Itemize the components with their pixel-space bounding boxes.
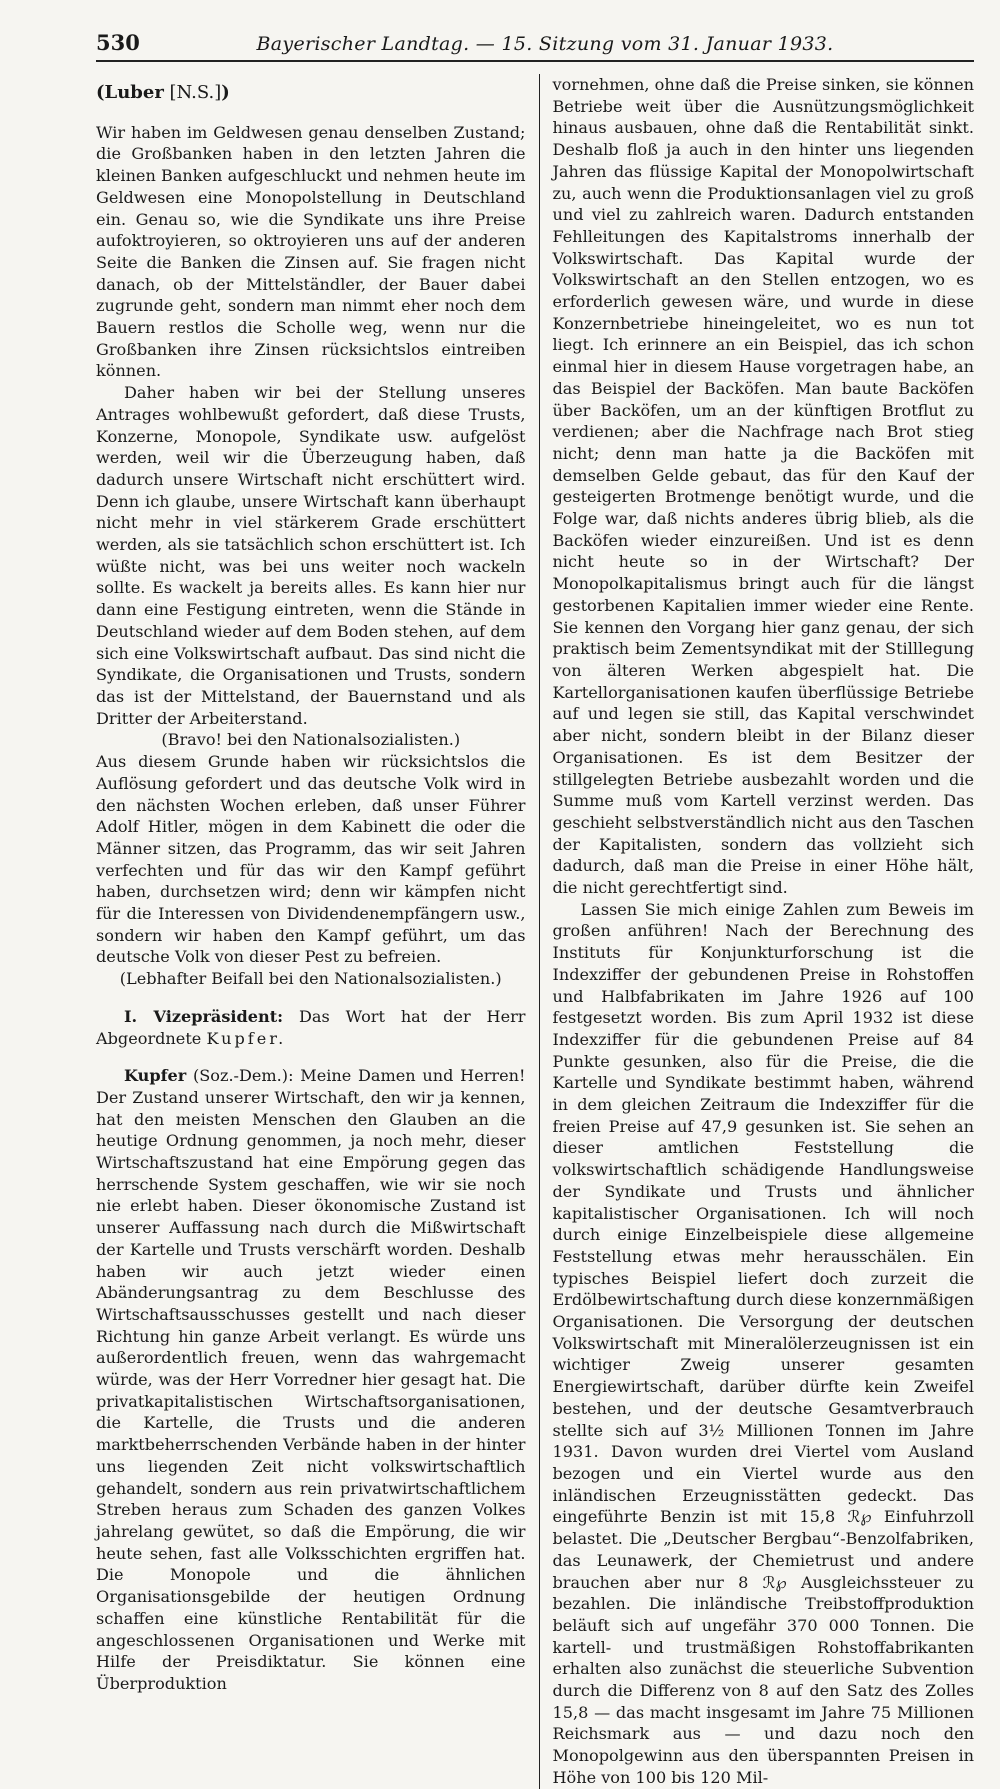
member-name: Kupfer. [206,1028,287,1048]
speaker-name: Luber [104,82,164,103]
page-number: 530 [96,30,140,55]
speaker-heading: (Luber [N.S.]) [96,82,230,103]
speaker-party: [N.S.] [163,82,222,103]
paragraph: Daher haben wir bei der Stellung unseres Antrages wohlbewußt gefordert, daß diese Trusts, Konzerne, Monopole, Syndikate usw. aufgelöst werden, weil wir die Überzeugung haben, daß dadurch unsere Wirtschaft nicht erschüttert wird. Denn ich glaube, unsere Wirtschaft kann überhaupt nicht mehr in viel stärkerem Grade erschüttert werden, als sie tatsächlich schon erschüttert ist. Ich wüßte nicht, was bei uns weiter noch wackeln sollte. Es wackelt ja bereits alles. Es kann hier nur dann eine Festigung eintreten, wenn die Stände in Deutschland wieder auf dem Boden stehen, auf dem sich eine Volkswirtschaft aufbaut. Das sind nicht die Syndikate, die Organisationen und Trusts, sondern das ist der Mittelstand, der Bauernstand und als Dritter der Arbeiterstand. [96,383,526,728]
right-column [539,74,974,1789]
vice-president-statement [96,1006,525,1049]
speaker-name: Kupfer [124,1066,187,1086]
vice-president-label: I. Vizepräsident: [124,1006,284,1026]
paragraph: Aus diesem Grunde haben wir rücksichtslos die Auflösung gefordert und das deutsche Volk wird in den nächsten Wochen erleben, daß unser Führer Adolf Hitler, mögen in dem Kabinett die oder die Männer sitzen, das Programm, das wir seit Jahren verfechten und für das wir den Kampf geführt haben, durchsetzen wird; denn wir kämpfen nicht für die Interessen von Dividendenempfängern usw., sondern wir haben den Kampf geführt, um das deutsche Volk von dieser Pest zu befreien. [96,752,526,967]
paragraph: vornehmen, ohne daß die Preise sinken, sie können Betriebe weit über die Ausnützungsmöglichkeit hinaus ausbauen, ohne daß die Rentabilität sinkt. Deshalb floß ja auch in den hinter uns liegenden Jahren das flüssige Kapital der Monopolwirtschaft zu, auch wenn die Produktionsanlagen viel zu groß und viel zu zahlreich waren. Dadurch entstanden Fehlleitungen des Kapitalstroms innerhalb der Volkswirtschaft. Das Kapital wurde der Volkswirtschaft an den Stellen entzogen, wo es erforderlich gewesen wäre, und wurde in diese Konzernbetriebe hineingeleitet, wo es nun tot liegt. Ich erinnere an ein Beispiel, das ich schon einmal hier in diesem Hause vorgetragen habe, an das Beispiel der Backöfen. Man baute Backöfen über Backöfen, um an der künftigen Brotflut zu verdienen; aber die Nachfrage nach Brot stieg nicht; denn man hatte ja die Backöfen mit demselben Gelde gebaut, das für den Kauf der gesteigerten Brotmenge benötigt wurde, und die Folge war, daß nichts anderes übrig blieb, als die Backöfen wieder einzureißen. Und ist es denn nicht heute so in der Wirtschaft? Der Monopolkapitalismus bringt auch für die längst gestorbenen Kapitalien immer wieder eine Rente. Sie kennen den Vorgang hier ganz genau, der sich praktisch beim Zementsyndikat mit der Stilllegung von älteren Werken abgespielt hat. Die Kartellorganisationen kaufen überflüssige Betriebe auf und legen sie still, das Kapital verschwindet aber nicht, sondern bleibt in der Bilanz dieser Organisationen. Es ist dem Besitzer der stillgelegten Betriebe ausbezahlt worden und die Summe muß vom Kartell verzinst werden. Das geschieht selbstverständlich nicht aus den Taschen der Kapitalisten, sondern das vollzieht sich dadurch, daß man die Preise in einer Höhe hält, die nicht gerechtfertigt sind. [552,75,974,898]
running-header [96,30,974,62]
paragraph [96,1065,525,1694]
running-title: Bayerischer Landtag. — 15. Sitzung vom 31. Januar 1933. [256,33,834,55]
text-columns [96,74,974,1789]
left-column [96,74,525,1789]
paragraph: Wir haben im Geldwesen genau denselben Zustand; die Großbanken haben in den letzten Jahren die kleinen Banken aufgeschluckt und nehmen heute im Geldwesen eine Monopolstellung in Deutschland ein. Genau so, wie die Syndikate uns ihre Preise aufoktroyieren, so oktroyieren uns auf der anderen Seite die Banken die Zinsen auf. Sie fragen nicht danach, ob der Mittelständler, der Bauer dabei zugrunde geht, sondern man nimmt eher noch dem Bauern restlos die Scholle weg, wenn nur die Großbanken ihre Zinsen rücksichtslos eintreiben können. [96,122,526,381]
interjection: (Bravo! bei den Nationalsozialisten.) [161,730,461,750]
interjection: (Lebhafter Beifall bei den Nationalsozialisten.) [119,969,502,989]
paragraph: Lassen Sie mich einige Zahlen zum Beweis im großen anführen! Nach der Berechnung des Instituts für Konjunkturforschung ist die Indexziffer der gebundenen Preise in Rohstoffen und Halbfabrikaten im Jahre 1926 auf 100 festgesetzt worden. Bis zum April 1932 ist diese Indexziffer für die gebundenen Preise auf 84 Punkte gesunken, also für die Preise, die die Kartelle und Syndikate bestimmt haben, während in dem gleichen Zeitraum die Indexziffer für die freien Preise auf 47,9 gesunken ist. Sie sehen an dieser amtlichen Feststellung die volkswirtschaftlich schädigende Handlungsweise der Syndikate und Trusts und ähnlicher kapitalistischer Organisationen. Ich will noch durch einige Einzelbeispiele diese allgemeine Feststellung etwas mehr herausschälen. Ein typisches Beispiel liefert doch zurzeit die Erdölbewirtschaftung durch diese konzernmäßigen Organisationen. Die Versorgung der deutschen Volkswirtschaft mit Mineralölerzeugnissen ist ein wichtiger Zweig unserer gesamten Energiewirtschaft, darüber dürfte kein Zweifel bestehen, und der deutsche Gesamtverbrauch stellte sich auf 3½ Millionen Tonnen im Jahre 1931. Davon wurden drei Viertel vom Ausland bezogen und ein Viertel wurde aus den inländischen Erzeugnisstätten gedeckt. Das eingeführte Benzin ist mit 15,8 ℛ℘ Einfuhrzoll belastet. Die „Deutscher Bergbau“-Benzolfabriken, das Leunawerk, der Chemietrust und andere brauchen aber nur 8 ℛ℘ Ausgleichssteuer zu bezahlen. Die inländische Treibstoffproduktion beläuft sich auf ungefähr 370 000 Tonnen. Die kartell- und trustmäßigen Rohstoffabrikanten erhalten also zunächst die steuerliche Subvention durch die Differenz von 8 auf den Satz des Zolles 15,8 — das macht insgesamt im Jahre 75 Millionen Reichsmark aus — und dazu noch den Monopolgewinn aus den überspannten Preisen in Höhe von 100 bis 120 Mil- [552,899,974,1787]
vice-president-text: Das Wort hat der Herr Abgeordnete [96,1006,526,1048]
speech-text: (Soz.-Dem.): Meine Damen und Herren! Der Zustand unserer Wirtschaft, den wir ja kennen, hat den meisten Menschen den Glauben an die heutige Ordnung genommen, ja noch mehr, dieser Wirtschaftszustand hat eine Empörung gegen das herrschende System geschaffen, wie wir sie noch nie erlebt haben. Dieser ökonomische Zustand ist unserer Auffassung nach durch die Mißwirtschaft der Kartelle und Trusts verschärft worden. Deshalb haben wir auch jetzt wieder einen Abänderungsantrag zu dem Beschlusse des Wirtschaftsausschusses gestellt und nach dieser Richtung hin ganze Arbeit verlangt. Es würde uns außerordentlich freuen, wenn das wahrgemacht würde, was der Herr Vorredner hier gesagt hat. Die privatkapitalistischen Wirtschaftsorganisationen, die Kartelle, die Trusts und die anderen marktbeherrschenden Verbände haben in der hinter uns liegenden Zeit nicht volkswirtschaftlich gehandelt, sondern aus rein privatwirtschaftlichem Streben heraus zum Schaden des ganzen Volkes jahrelang gewütet, so daß die Empörung, die wir heute sehen, fast alle Volksschichten ergriffen hat. Die Monopole und die ähnlichen Organisationsgebilde der heutigen Ordnung schaffen eine künstliche Rentabilität für die angeschlossenen Organisationen und Werke mit Hilfe der Preisdiktatur. Sie können eine Überproduktion [96,1066,526,1693]
